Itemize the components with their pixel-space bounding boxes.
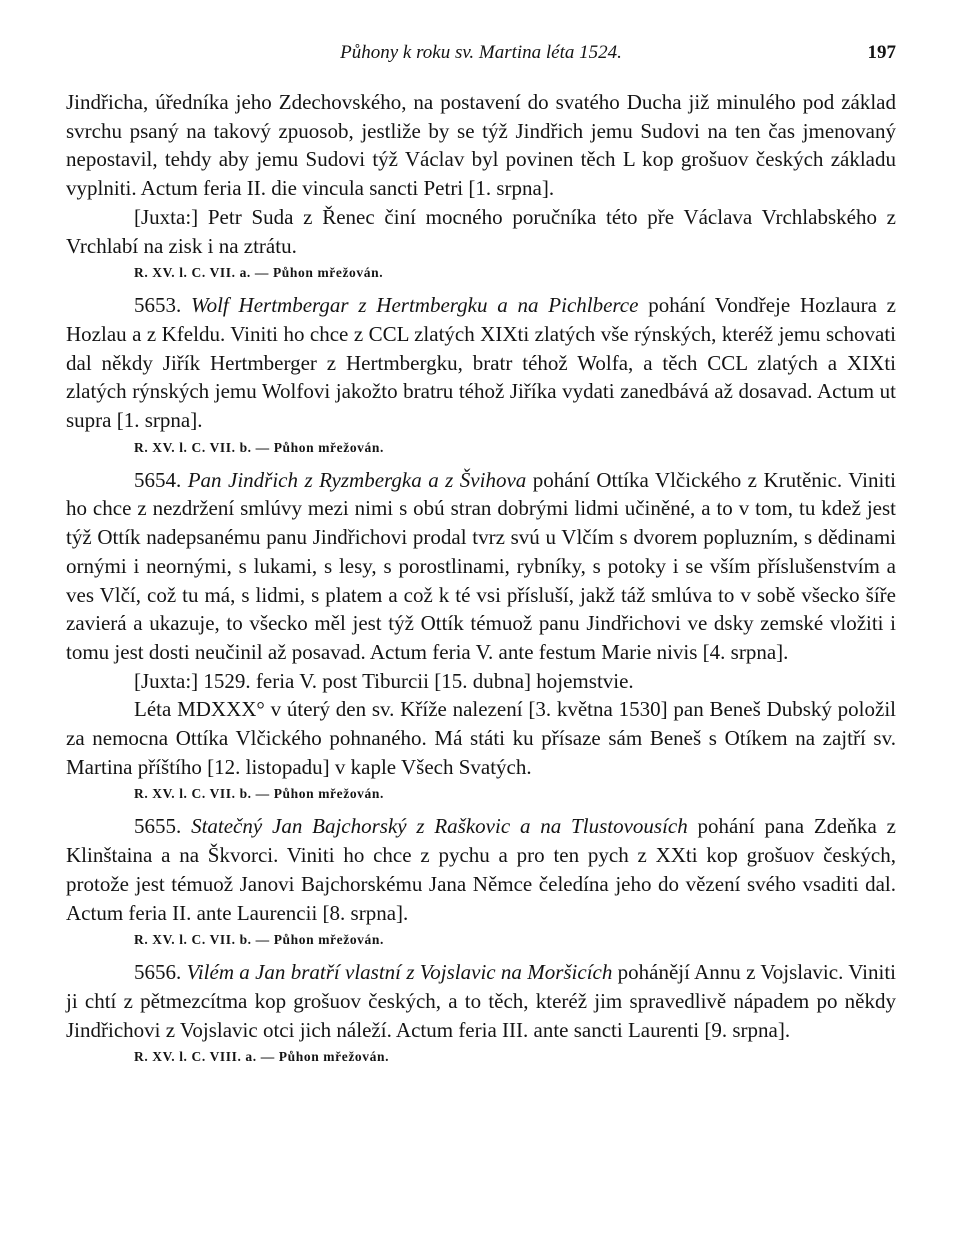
paragraph-juxta: [Juxta:] Petr Suda z Řenec činí mocného poručníka této pře Václava Vrchlabského z Vrchlabí na zisk i na ztrátu. [66, 204, 896, 258]
entry-title: Wolf Hertmbergar z Hertmbergku a na Pichlberce [191, 293, 639, 318]
document-body [66, 88, 896, 1069]
entry-5653 [66, 291, 896, 435]
source-reference: R. XV. l. C. VII. b. — Půhon mřežován. [134, 786, 384, 802]
entry-number: 5655. [134, 814, 182, 839]
entry-text: pohání pana Zdeňka z Klinštaina a na Škvorci. Viniti ho chce z pychu a pro ten pych z XXti kop grošuov českých, protože jest témuož Janovi Bajchorskému Jana Němce čeledína jeho do vězení svého vsaditi dal. Actum feria II. ante Laurencii [8. srpna]. [66, 814, 897, 925]
entry-5654 [66, 466, 896, 667]
page-header [66, 40, 896, 72]
paragraph-juxta: [Juxta:] 1529. feria V. post Tiburcii [15. dubna] hojemstvie. [134, 668, 634, 693]
entry-title: Vilém a Jan bratří vlastní z Vojslavic na Moršicích [186, 960, 613, 985]
entry-text: pohání Ottíka Vlčického z Krutěnic. Viniti ho chce z nezdržení smlúvy mezi nimi s obú stran dobrými lidmi učiněné, a to v tom, tu kdež jest týž Ottík nadepsanému panu Jindřichovi prodal tvrz svú u Vlčím s dvorem popluzním, s dědinami ornými i neornými, s lukami, s lesy, s porostlinami, rybníky, s potoky i se vším příslušenstvím a ves Vlčí, což tu má, s lidmi, s platem a což k té vsi přísluší, jakž táž smlúva to v sobě všecko šíře zavierá a ukazuje, to všecko měl jest týž Ottík témuož panu Jindřichovi ve dsky zemské vložiti i tomu jest dosti neučinil až posavad. Actum feria V. ante festum Marie nivis [4. srpna]. [66, 467, 897, 664]
entry-number: 5653. [134, 293, 182, 318]
entry-5655 [66, 812, 896, 927]
entry-title: Pan Jindřich z Ryzmbergka a z Švihova [187, 467, 527, 492]
running-title: Půhony k roku sv. Martina léta 1524. [340, 42, 622, 63]
entry-text: pohání Vondřeje Hozlaura z Hozlau a z Kfeldu. Viniti ho chce z CCL zlatých XIXti zlatých vše rýnských, kteréž jemu schovati dal někdy Jiřík Hertmberger z Hertmbergku, bratr téhož Wolfa, a těch CCL zlatých a XIXti zlatých rýnských jemu Wolfovi jakožto bratru téhož Jiříka vydati zanedbává až dosavad. Actum ut supra [1. srpna]. [66, 293, 897, 433]
paragraph-leta: Léta MDXXX° v úterý den sv. Kříže nalezení [3. května 1530] pan Beneš Dubský položil za nemocna Ottíka Vlčického pohnaného. Má státi ku přísaze sám Beneš s Otíkem na zajtří sv. Martina příštího [12. listopadu] v kaple Všech Svatých. [66, 697, 896, 779]
entry-title: Statečný Jan Bajchorský z Raškovic a na Tlustovousích [191, 814, 688, 839]
source-reference: R. XV. l. C. VII. b. — Půhon mřežován. [134, 439, 384, 455]
entry-number: 5656. [134, 960, 182, 985]
source-reference: R. XV. l. C. VII. b. — Půhon mřežován. [134, 932, 384, 948]
entry-number: 5654. [134, 467, 182, 492]
paragraph-continuation: Jindřicha, úředníka jeho Zdechovského, na postavení do svatého Ducha již minulého pod základ svrchu psaný na takový zpuosob, jestliže by se týž Jindřich jemu Sudovi na ten čas jmenovaný nepostavil, tehdy aby jemu Sudovi týž Václav byl povinen těch L kop grošuov českých základu vyplniti. Actum feria II. die vincula sancti Petri [1. srpna]. [66, 90, 896, 201]
source-reference: R. XV. l. C. VII. a. — Půhon mřežován. [134, 265, 384, 281]
page-number: 197 [867, 42, 896, 63]
entry-5656 [66, 958, 896, 1044]
source-reference: R. XV. l. C. VIII. a. — Půhon mřežován. [134, 1049, 390, 1065]
entry-text: pohánějí Annu z Vojslavic. Viniti ji chtí z pětmezcítma kop grošuov českých, a to těch, kteréž jim spravedlivě nápadem po někdy Jindřichovi z Vojslavic otci jich náleží. Actum feria III. ante sancti Laurenti [9. srpna]. [66, 960, 897, 1042]
